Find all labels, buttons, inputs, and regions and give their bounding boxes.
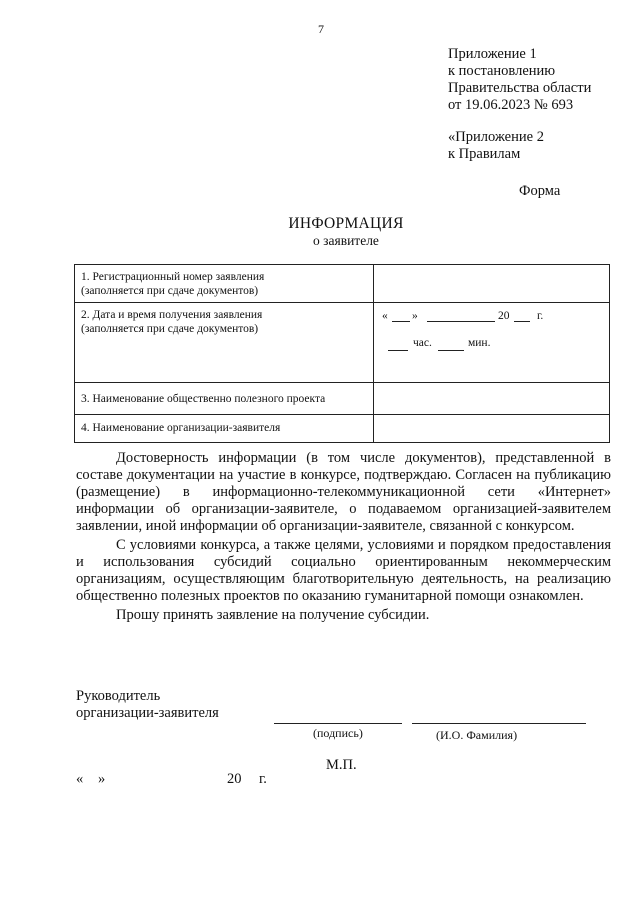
role-line: организации-заявителя [76,705,219,721]
date-open-quote: « [76,771,84,787]
body-text [76,450,611,624]
row-label [75,415,374,443]
project-name-field[interactable] [374,383,610,415]
year-prefix: 20 [227,771,242,787]
appendix-line: Приложение 1 [448,46,537,62]
signature-line[interactable] [274,723,402,724]
year-suffix: г. [259,771,267,787]
page-number: 7 [318,22,324,36]
row-label-note: (заполняется при сдаче документов) [81,323,259,335]
appendix-line: от 19.06.2023 № 693 [448,97,574,113]
year-suffix: г. [537,310,544,322]
year-prefix: 20 [498,310,510,322]
row-label-text: 3. Наименование общественно полезного проекта [81,393,326,405]
appendix-line: к постановлению [448,63,556,79]
hours-label: час. [413,337,432,349]
day-blank[interactable] [392,310,410,322]
date-time-blanks [380,308,603,378]
row-label [75,303,374,383]
form-label: Форма [519,183,561,199]
full-name-line[interactable] [412,723,586,724]
table-row [75,265,610,303]
minutes-blank[interactable] [438,339,464,351]
registration-number-field[interactable] [374,265,610,303]
paragraph: Прошу принять заявление на получение субсидии. [116,607,430,623]
paragraph: Достоверность информации (в том числе документов), представленной в составе документации на участие в конкурсе, подтверждаю. Согласен на публикацию (размещение) в информационно-телекоммуникационной сети «Интернет» информации об организации-заявителе, о подаваемом организацией-заявителем заявлении, иной информации об организации-заявителе, связанной с конкурсом. [76,450,611,534]
minutes-label: мин. [468,337,491,349]
signature-role [76,688,219,722]
date-close-quote: » [412,310,418,322]
appendix-line: Правительства области [448,80,592,96]
organization-name-field[interactable] [374,415,610,443]
row-label-text: 2. Дата и время получения заявления [81,309,263,321]
document-title: ИНФОРМАЦИЯ [288,215,404,232]
signature-caption: (подпись) [313,726,363,740]
applicant-info-table [74,264,610,443]
month-blank[interactable] [427,310,495,322]
hours-blank[interactable] [388,339,408,351]
row-label [75,383,374,415]
appendix-reference [448,129,628,163]
document-subtitle: о заявителе [313,233,379,248]
date-open-quote: « [382,310,388,322]
table-row [75,303,610,383]
paragraph: С условиями конкурса, а также целями, условиями и порядком предоставления и использования субсидий социально ориентированным некоммерческим организациям, осуществляющим благотворительную деятельность, на реализацию общественно полезных проектов по оказанию гуманитарной помощи ознакомлен. [76,537,611,604]
appendix-ref-line: «Приложение 2 [448,129,544,145]
year-blank[interactable] [514,310,530,322]
full-name-caption: (И.О. Фамилия) [436,728,518,742]
row-label [75,265,374,303]
date-close-quote: » [98,771,106,787]
date-time-field[interactable] [374,303,610,383]
row-label-text: 1. Регистрационный номер заявления [81,271,265,283]
table-row [75,383,610,415]
appendix-header [448,46,628,163]
row-label-text: 4. Наименование организации-заявителя [81,422,281,434]
appendix-ref-line: к Правилам [448,146,521,162]
row-label-note: (заполняется при сдаче документов) [81,285,259,297]
role-line: Руководитель [76,688,161,704]
stamp-place: М.П. [326,757,357,773]
table-row [75,415,610,443]
